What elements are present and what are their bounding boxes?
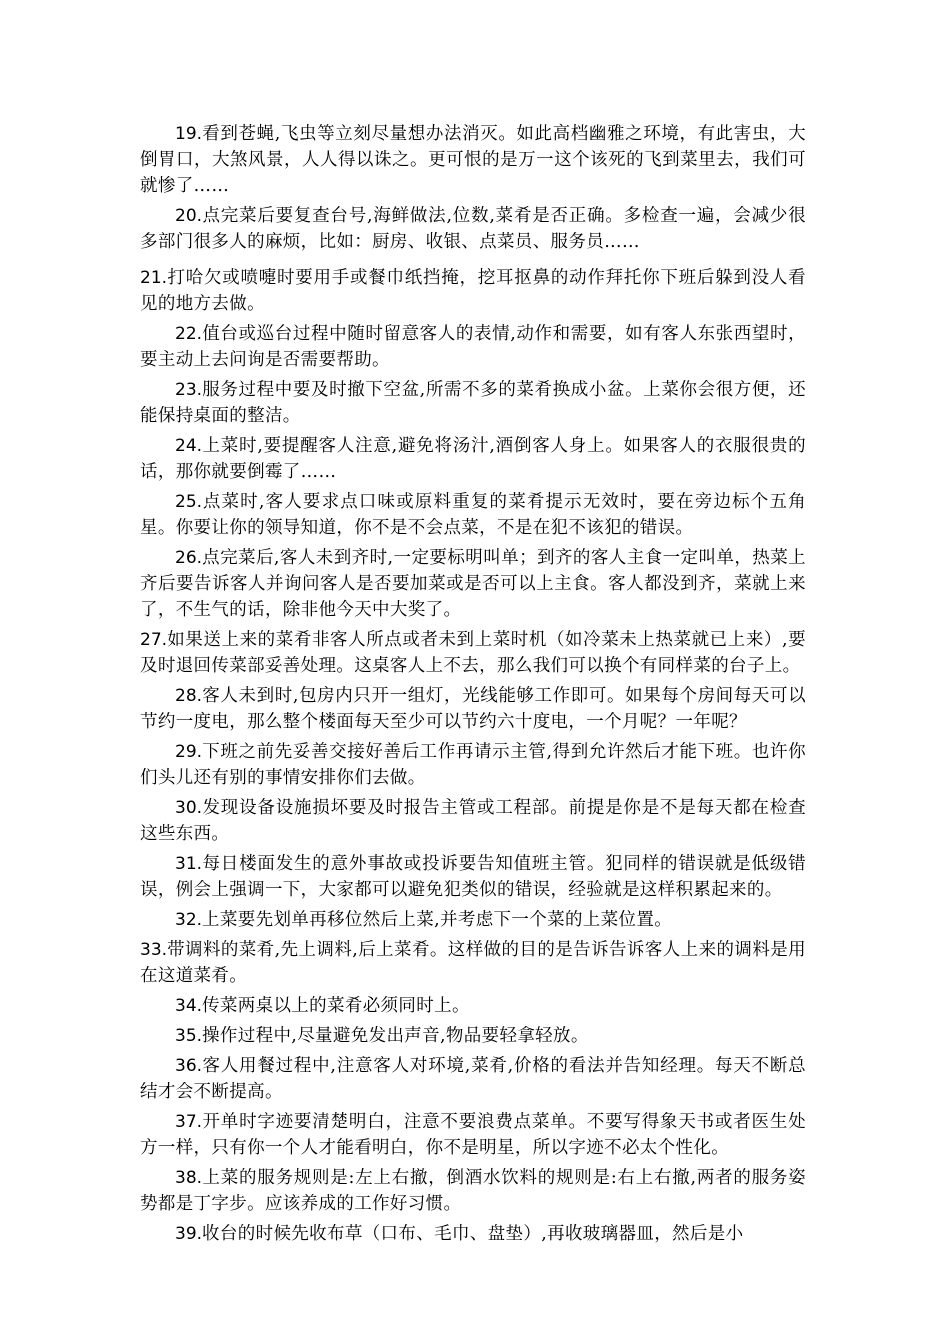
list-item	[140, 433, 806, 485]
item-text: 上菜要先划单再移位然后上菜,并考虑下一个菜的上菜位置。	[202, 910, 673, 930]
list-item	[140, 1109, 806, 1161]
list-item	[140, 1023, 806, 1049]
item-number: 29.	[175, 742, 203, 762]
item-number: 32.	[175, 910, 203, 930]
item-text: 客人未到时,包房内只开一组灯，光线能够工作即可。如果每个房间每天可以节约一度电，那么整个楼面每天至少可以节约六十度电，一个月呢？一年呢？	[140, 686, 806, 732]
list-item	[140, 377, 806, 429]
item-text: 发现设备设施损坏要及时报告主管或工程部。前提是你是不是每天都在检查这些东西。	[140, 798, 806, 844]
item-text: 上菜时,要提醒客人注意,避免将汤汁,酒倒客人身上。如果客人的衣服很贵的话，那你就要倒霉了……	[140, 436, 806, 482]
item-text: 如果送上来的菜肴非客人所点或者未到上菜时机（如冷菜未上热菜就已上来）,要及时退回传菜部妥善处理。这桌客人上不去，那么我们可以换个有同样菜的台子上。	[140, 630, 806, 676]
item-number: 30.	[175, 798, 203, 818]
list-item	[140, 683, 806, 735]
item-text: 点完菜后,客人未到齐时,一定要标明叫单；到齐的客人主食一定叫单，热菜上齐后要告诉客人并询问客人是否要加菜或是否可以上主食。客人都没到齐，菜就上来了，不生气的话，除非他今天中大奖了。	[140, 548, 806, 620]
item-number: 19.	[175, 124, 203, 144]
item-text: 点完菜后要复查台号,海鲜做法,位数,菜肴是否正确。多检查一遍，会减少很多部门很多人的麻烦，比如：厨房、收银、点菜员、服务员……	[140, 206, 806, 252]
list-item	[140, 121, 806, 199]
list-item	[140, 545, 806, 623]
list-item	[140, 489, 806, 541]
list-item	[140, 851, 806, 903]
list-item	[140, 1053, 806, 1105]
item-text: 下班之前先妥善交接好善后工作再请示主管,得到允许然后才能下班。也许你们头儿还有别的事情安排你们去做。	[140, 742, 806, 788]
item-number: 25.	[175, 492, 203, 512]
list-item	[140, 203, 806, 255]
item-number: 21.	[140, 268, 168, 288]
item-text: 上菜的服务规则是:左上右撤，倒酒水饮料的规则是:右上右撤,两者的服务姿势都是丁字步。应该养成的工作好习惯。	[140, 1168, 806, 1214]
list-item	[140, 627, 806, 679]
item-text: 点菜时,客人要求点口味或原料重复的菜肴提示无效时，要在旁边标个五角星。你要让你的领导知道，你不是不会点菜，不是在犯不该犯的错误。	[140, 492, 806, 538]
item-text: 看到苍蝇,飞虫等立刻尽量想办法消灭。如此高档幽雅之环境，有此害虫，大倒胃口，大煞风景，人人得以诛之。更可恨的是万一这个该死的飞到菜里去，我们可就惨了……	[140, 124, 806, 196]
list-item	[140, 1165, 806, 1217]
item-number: 33.	[140, 940, 168, 960]
item-number: 23.	[175, 380, 203, 400]
item-number: 37.	[175, 1112, 203, 1132]
item-number: 38.	[175, 1168, 203, 1188]
item-text: 开单时字迹要清楚明白，注意不要浪费点菜单。不要写得象天书或者医生处方一样，只有你一个人才能看明白，你不是明星，所以字迹不必太个性化。	[140, 1112, 806, 1158]
list-item	[140, 321, 806, 373]
item-number: 28.	[175, 686, 203, 706]
item-number: 26.	[175, 548, 203, 568]
item-number: 34.	[175, 996, 203, 1016]
document-body	[140, 121, 806, 1251]
item-text: 打哈欠或喷嚏时要用手或餐巾纸挡掩，挖耳抠鼻的动作拜托你下班后躲到没人看见的地方去做。	[140, 268, 806, 314]
item-number: 36.	[175, 1056, 203, 1076]
item-text: 操作过程中,尽量避免发出声音,物品要轻拿轻放。	[202, 1026, 589, 1046]
list-item	[140, 907, 806, 933]
item-text: 每日楼面发生的意外事故或投诉要告知值班主管。犯同样的错误就是低级错误，例会上强调一下，大家都可以避免犯类似的错误，经验就是这样积累起来的。	[140, 854, 806, 900]
item-number: 22.	[175, 324, 203, 344]
list-item	[140, 1221, 806, 1247]
list-item	[140, 739, 806, 791]
item-text: 传菜两桌以上的菜肴必须同时上。	[202, 996, 470, 1016]
item-number: 39.	[175, 1224, 203, 1244]
item-number: 35.	[175, 1026, 203, 1046]
item-number: 20.	[175, 206, 203, 226]
item-text: 服务过程中要及时撤下空盆,所需不多的菜肴换成小盆。上菜你会很方便，还能保持桌面的整洁。	[140, 380, 806, 426]
item-number: 27.	[140, 630, 168, 650]
list-item	[140, 265, 806, 317]
item-number: 24.	[175, 436, 203, 456]
list-item	[140, 993, 806, 1019]
item-text: 收台的时候先收布草（口布、毛巾、盘垫）,再收玻璃器皿，然后是小	[202, 1224, 744, 1244]
list-item	[140, 795, 806, 847]
list-item	[140, 937, 806, 989]
item-number: 31.	[175, 854, 203, 874]
item-text: 值台或巡台过程中随时留意客人的表情,动作和需要，如有客人东张西望时，要主动上去问询是否需要帮助。	[140, 324, 806, 370]
item-text: 带调料的菜肴,先上调料,后上菜肴。这样做的目的是告诉告诉客人上来的调料是用在这道菜肴。	[140, 940, 806, 986]
item-text: 客人用餐过程中,注意客人对环境,菜肴,价格的看法并告知经理。每天不断总结才会不断提高。	[140, 1056, 806, 1102]
